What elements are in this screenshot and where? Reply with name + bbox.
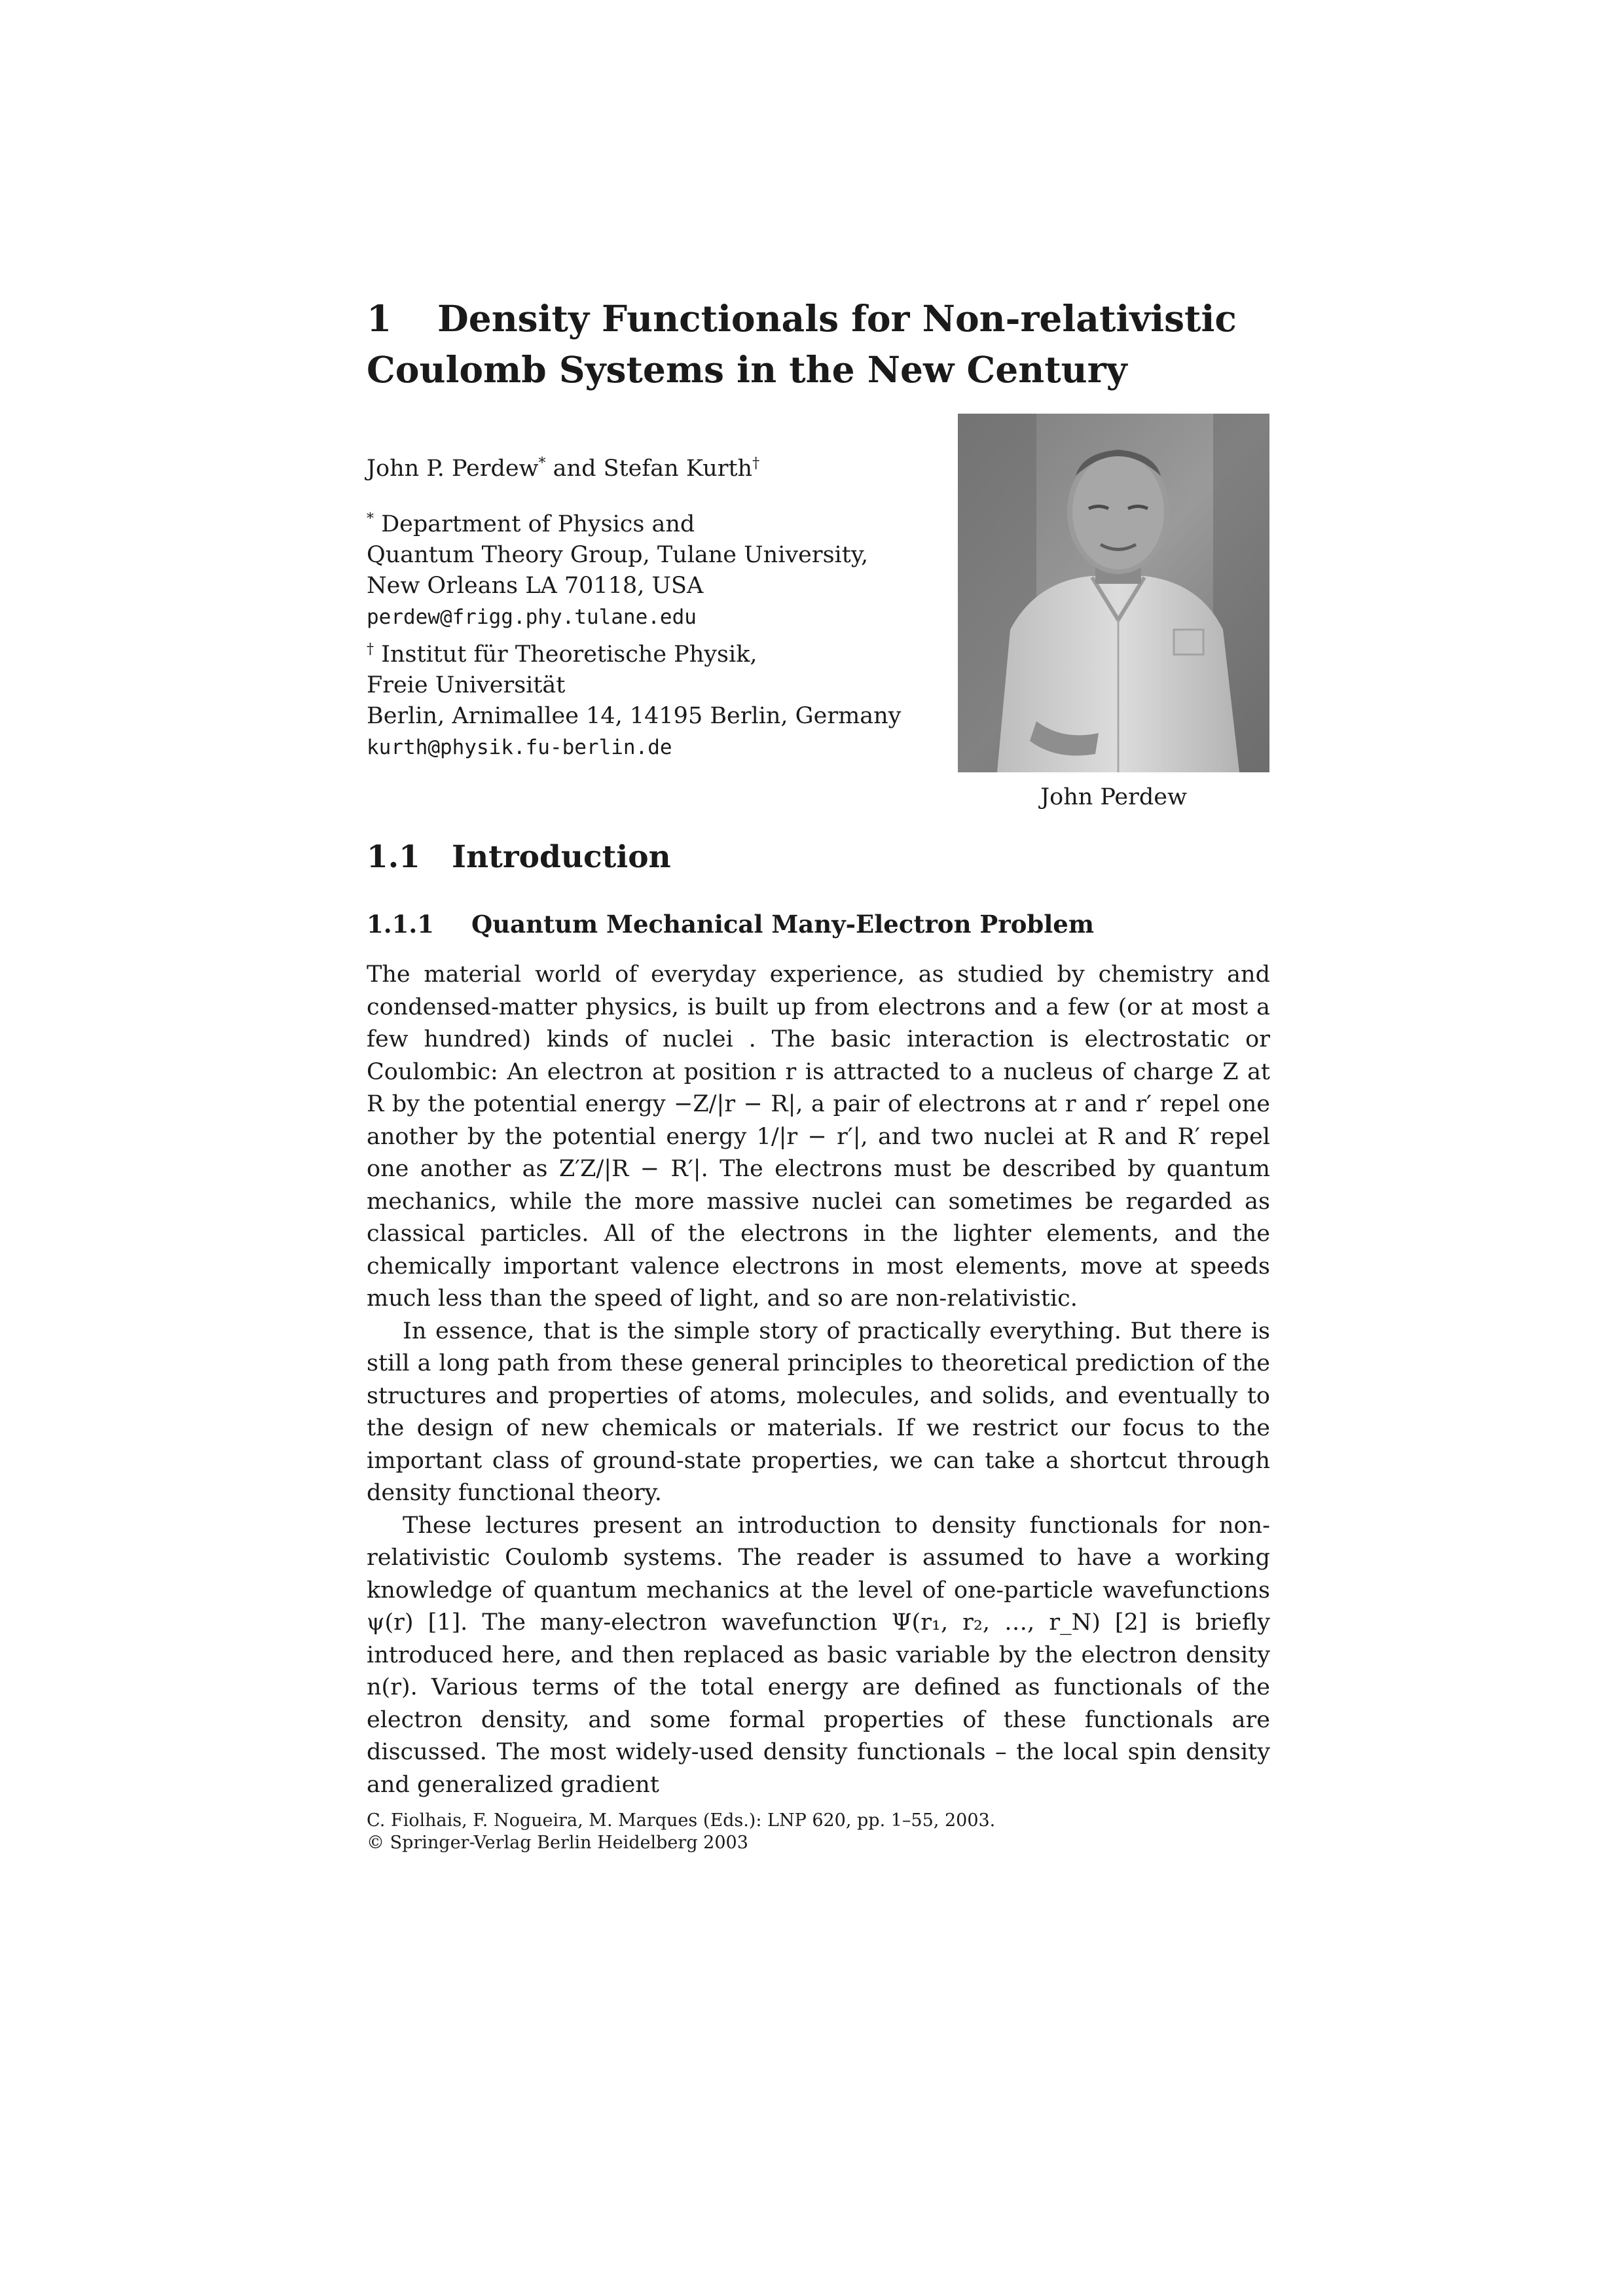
affiliation-1 [367,509,868,633]
author-photo [958,414,1269,772]
author-mark-2: † [752,455,760,472]
subsection-number: 1.1.1 [367,910,434,939]
author-mark-1: * [538,455,546,472]
author-kurth: and Stefan Kurth [545,456,753,482]
section-heading [367,839,671,875]
author-line [367,454,759,484]
subsection-title: Quantum Mechanical Many-Electron Problem [471,910,1094,939]
section-title: Introduction [452,839,671,875]
affiliation-2-line3: Berlin, Arnimallee 14, 14195 Berlin, Germany [367,703,902,729]
author-perdew: John P. Perdew [367,456,539,482]
affiliation-1-line3: New Orleans LA 70118, USA [367,573,704,599]
footer [367,1810,995,1854]
paragraph-2: In essence, that is the simple story of practically everything. But there is still a long path from these general principles to theoretical prediction of the structures and properties of atoms, molecules, and solids, and eventually to the design of new chemicals or materials. If we restrict our focus to the important class of ground-state properties, we can take a shortcut through density functional theory. [367,1318,1270,1506]
chapter-number: 1 [367,297,392,340]
chapter-title-line1: Density Functionals for Non-relativistic [437,297,1237,340]
paragraph-3: These lectures present an introduction to density functionals for non-relativistic Coulomb systems. The reader is assumed to have a working knowledge of quantum mechanics at the level of one-particle wavefunctions ψ(r) [1]. The many-electron wavefunction Ψ(r₁, r₂, …, r_N) [2] is briefly introduced here, and then replaced as basic variable by the electron density n(r). Various terms of the total energy are defined as functionals of the electron density, and some formal properties of these functionals are discussed. The most widely-used density functionals – the local spin density and generalized gradient [367,1512,1270,1798]
section-number: 1.1 [367,839,420,875]
subsection-heading [367,910,1094,939]
footer-copyright: © Springer-Verlag Berlin Heidelberg 2003 [367,1833,748,1853]
affiliation-2 [367,639,901,763]
affiliation-1-line1: Department of Physics and [374,511,695,537]
email-perdew[interactable]: perdew@frigg.phy.tulane.edu [367,605,697,629]
affiliation-1-line2: Quantum Theory Group, Tulane University, [367,542,869,568]
paragraph-1: The material world of everyday experience, as studied by chemistry and condensed-matter physics, is built up from electrons and a few (or at most a few hundred) kinds of nuclei . The basic interaction is electrostatic or Coulombic: An electron at position r is attracted to a nucleus of charge Z at R by the potential energy −Z/|r − R|, a pair of electrons at r and r′ repel one another by the potential energy 1/|r − r′|, and two nuclei at R and R′ repel one another as Z′Z/|R − R′|. The electrons must be described by quantum mechanics, while the more massive nuclei can sometimes be regarded as classical particles. All of the electrons in the lighter elements, and the chemically important valence electrons in most elements, move at speeds much less than the speed of light, and so are non-relativistic. [367,961,1270,1312]
footer-citation: C. Fiolhais, F. Nogueira, M. Marques (Eds.): LNP 620, pp. 1–55, 2003. [367,1810,996,1831]
affiliation-2-mark: † [367,641,374,658]
photo-caption: John Perdew [1040,784,1187,810]
body-text [367,959,1270,1801]
chapter-title [367,293,1296,395]
affiliation-1-mark: * [367,511,374,528]
affiliation-2-line1: Institut für Theoretische Physik, [374,641,757,668]
author-portrait-image [958,414,1269,772]
email-kurth[interactable]: kurth@physik.fu-berlin.de [367,736,672,759]
chapter-title-line2: Coulomb Systems in the New Century [367,348,1127,391]
affiliation-2-line2: Freie Universität [367,672,566,698]
